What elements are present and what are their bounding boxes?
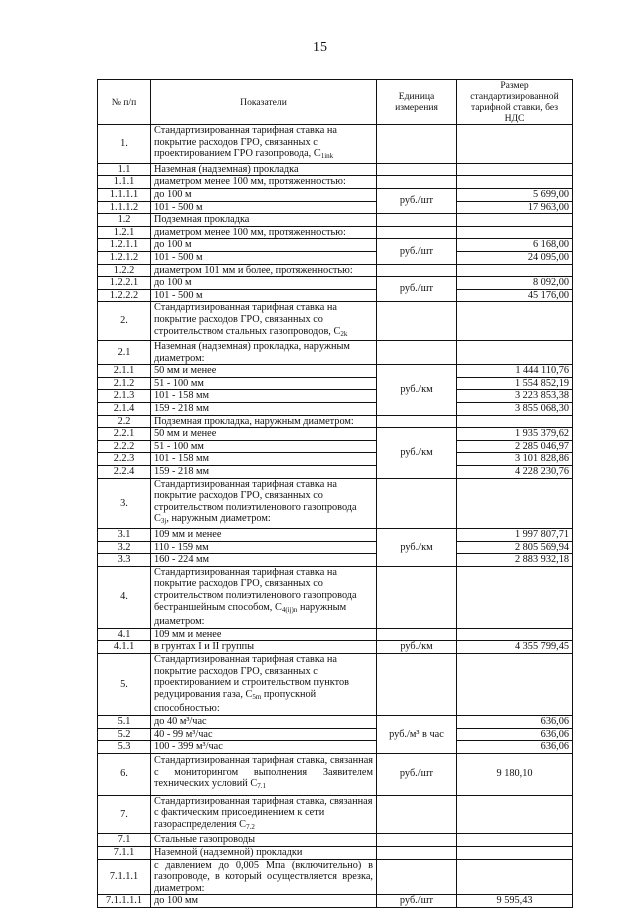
row-text: 110 - 159 мм	[154, 541, 209, 553]
row-value: 45 176,00	[457, 289, 573, 302]
row-indicator	[151, 428, 377, 441]
row-indicator	[151, 163, 377, 176]
row-text: до 100 м	[154, 239, 192, 251]
table-row	[98, 847, 573, 860]
row-value: 4 355 799,45	[457, 641, 573, 654]
row-indicator	[151, 125, 377, 164]
row-number: 1.2.1.2	[98, 251, 151, 264]
row-text: 101 - 500 м	[154, 289, 203, 301]
row-text: Наземной (надземной) прокладки	[154, 847, 303, 859]
row-number: 3.1	[98, 529, 151, 542]
table-row	[98, 341, 573, 365]
table-row	[98, 125, 573, 164]
row-text: в грунтах I и II группы	[154, 641, 255, 653]
row-number: 1.1.1	[98, 176, 151, 189]
table-row	[98, 466, 573, 479]
row-text: Наземная (надземная) прокладка, наружным диаметром:	[154, 341, 350, 364]
table-row	[98, 214, 573, 227]
table-row	[98, 415, 573, 428]
row-number: 1.1	[98, 163, 151, 176]
row-value: 3 223 853,38	[457, 390, 573, 403]
row-unit	[377, 176, 457, 189]
table-row	[98, 529, 573, 542]
table-row	[98, 176, 573, 189]
row-indicator	[151, 728, 377, 741]
table-row	[98, 289, 573, 302]
table-row	[98, 895, 573, 908]
row-number: 1.	[98, 125, 151, 164]
row-text: 40 - 99 м³/час	[154, 728, 213, 740]
formula-subscript: 2k	[340, 329, 348, 338]
row-indicator	[151, 341, 377, 365]
table-row	[98, 201, 573, 214]
row-indicator	[151, 453, 377, 466]
table-row	[98, 834, 573, 847]
row-unit: руб./км	[377, 529, 457, 567]
row-number: 7.1	[98, 834, 151, 847]
row-indicator	[151, 653, 377, 715]
row-indicator	[151, 566, 377, 628]
table-body	[98, 125, 573, 908]
table-row	[98, 641, 573, 654]
row-unit: руб./шт	[377, 188, 457, 213]
row-unit	[377, 302, 457, 341]
row-value	[457, 163, 573, 176]
row-value: 636,06	[457, 728, 573, 741]
table-row	[98, 566, 573, 628]
row-text: до 100 м	[154, 277, 192, 289]
table-row	[98, 277, 573, 290]
row-value	[457, 226, 573, 239]
row-text: Стандартизированная тарифная ставка, связанная с мониторингом выполнения Заявителем технических условий C	[154, 755, 373, 790]
table-row	[98, 728, 573, 741]
row-unit: руб./км	[377, 428, 457, 478]
formula-subscript: 3j	[160, 517, 167, 526]
row-indicator	[151, 554, 377, 567]
table-row	[98, 377, 573, 390]
row-number: 5.	[98, 653, 151, 715]
row-number: 2.2.4	[98, 466, 151, 479]
row-indicator	[151, 415, 377, 428]
row-number: 3.	[98, 478, 151, 528]
row-text: Стандартизированная тарифная ставка, связанная с фактическим присоединением к сети газораспределения C	[154, 795, 373, 830]
row-value: 9 180,10	[457, 753, 573, 795]
row-text: Подземная прокладка	[154, 214, 250, 226]
row-unit	[377, 214, 457, 227]
row-text: Подземная прокладка, наружным диаметром:	[154, 415, 354, 427]
row-value: 17 963,00	[457, 201, 573, 214]
row-text: Стандартизированная тарифная ставка на покрытие расходов ГРО, связанных со строительством полиэтиленового газопровода бестраншейным способом, C	[154, 566, 357, 613]
row-unit: руб./км	[377, 641, 457, 654]
row-unit: руб./шт	[377, 239, 457, 264]
row-number: 2.2.2	[98, 440, 151, 453]
row-number: 5.1	[98, 715, 151, 728]
formula-subscript: 7.2	[246, 822, 255, 831]
row-value: 6 168,00	[457, 239, 573, 252]
row-text: Стандартизированная тарифная ставка на покрытие расходов ГРО, связанных с проектированием и строительством пунктов редуцирования газа, C	[154, 653, 349, 700]
row-number: 1.2.2.1	[98, 277, 151, 290]
row-text: 51 - 100 мм	[154, 377, 204, 389]
row-indicator	[151, 289, 377, 302]
row-indicator	[151, 795, 377, 834]
row-value	[457, 847, 573, 860]
row-text-tail: наружным диаметром:	[154, 601, 347, 628]
row-value: 9 595,43	[457, 895, 573, 908]
row-number: 2.2.3	[98, 453, 151, 466]
row-text: 50 мм и менее	[154, 428, 217, 440]
table-row	[98, 239, 573, 252]
row-indicator	[151, 753, 377, 795]
table-row	[98, 541, 573, 554]
formula-subscript: 4(ij)n	[281, 605, 298, 614]
row-number: 1.1.1.1	[98, 188, 151, 201]
table-row	[98, 264, 573, 277]
row-text: 159 - 218 мм	[154, 403, 210, 415]
row-value: 2 883 932,18	[457, 554, 573, 567]
row-value	[457, 125, 573, 164]
header-num: № п/п	[98, 80, 151, 125]
row-number: 1.2.1.1	[98, 239, 151, 252]
row-number: 2.1.2	[98, 377, 151, 390]
row-number: 7.1.1.1.1	[98, 895, 151, 908]
row-text: до 100 м	[154, 188, 192, 200]
row-number: 4.	[98, 566, 151, 628]
row-unit: руб./м³ в час	[377, 715, 457, 753]
row-value	[457, 415, 573, 428]
row-indicator	[151, 264, 377, 277]
row-number: 3.3	[98, 554, 151, 567]
header-indicators: Показатели	[151, 80, 377, 125]
row-number: 1.2.2.2	[98, 289, 151, 302]
row-indicator	[151, 641, 377, 654]
row-number: 4.1.1	[98, 641, 151, 654]
row-text: Стальные газопроводы	[154, 834, 255, 846]
row-text: до 40 м³/час	[154, 715, 207, 727]
row-value: 636,06	[457, 715, 573, 728]
table-row	[98, 163, 573, 176]
row-text: диаметром 101 мм и более, протяженностью:	[154, 264, 353, 276]
row-indicator	[151, 176, 377, 189]
table-row	[98, 453, 573, 466]
row-value: 636,06	[457, 741, 573, 754]
row-text: 101 - 158 мм	[154, 390, 210, 402]
table-row	[98, 403, 573, 416]
table-row	[98, 302, 573, 341]
row-text: Стандартизированная тарифная ставка на покрытие расходов ГРО, связанных со строительством полиэтиленового газопровода C	[154, 478, 357, 525]
table-row	[98, 753, 573, 795]
row-unit	[377, 847, 457, 860]
formula-subscript: 5m	[252, 692, 262, 701]
row-text: 101 - 158 мм	[154, 453, 210, 465]
row-indicator	[151, 214, 377, 227]
row-unit	[377, 264, 457, 277]
row-unit	[377, 341, 457, 365]
row-unit: руб./км	[377, 365, 457, 415]
row-text: диаметром менее 100 мм, протяженностью:	[154, 176, 346, 188]
row-number: 3.2	[98, 541, 151, 554]
row-number: 1.1.1.2	[98, 201, 151, 214]
row-unit	[377, 859, 457, 895]
table-row	[98, 478, 573, 528]
row-value: 1 444 110,76	[457, 365, 573, 378]
row-value: 5 699,00	[457, 188, 573, 201]
table-row	[98, 741, 573, 754]
table-row	[98, 390, 573, 403]
row-number: 2.1.4	[98, 403, 151, 416]
table-row	[98, 653, 573, 715]
formula-subscript: 1ink	[320, 152, 334, 161]
table-row	[98, 440, 573, 453]
row-number: 1.2.1	[98, 226, 151, 239]
table-row	[98, 428, 573, 441]
row-unit	[377, 226, 457, 239]
row-indicator	[151, 466, 377, 479]
row-unit	[377, 415, 457, 428]
row-text: Стандартизированная тарифная ставка на покрытие расходов ГРО, связанных со строительством стальных газопроводов, C	[154, 302, 341, 337]
row-text: с давлением до 0,005 Мпа (включительно) в газопроводе, в который осуществляется врезка, диаметром:	[154, 859, 373, 894]
row-value	[457, 214, 573, 227]
row-value: 24 095,00	[457, 251, 573, 264]
row-value	[457, 859, 573, 895]
row-value: 1 997 807,71	[457, 529, 573, 542]
row-indicator	[151, 478, 377, 528]
row-value: 1 935 379,62	[457, 428, 573, 441]
page-number: 15	[313, 40, 327, 55]
row-value	[457, 341, 573, 365]
row-unit: руб./шт	[377, 895, 457, 908]
table-row	[98, 859, 573, 895]
row-text: диаметром менее 100 мм, протяженностью:	[154, 226, 346, 238]
row-number: 4.1	[98, 628, 151, 641]
row-text: 101 - 500 м	[154, 201, 203, 213]
row-number: 1.2.2	[98, 264, 151, 277]
row-unit	[377, 834, 457, 847]
row-indicator	[151, 277, 377, 290]
row-text: 109 мм и менее	[154, 628, 222, 640]
row-value: 4 228 230,76	[457, 466, 573, 479]
row-indicator	[151, 715, 377, 728]
row-number: 6.	[98, 753, 151, 795]
table-row	[98, 365, 573, 378]
row-unit	[377, 653, 457, 715]
row-indicator	[151, 377, 377, 390]
row-number: 5.2	[98, 728, 151, 741]
row-indicator	[151, 201, 377, 214]
row-value: 2 805 569,94	[457, 541, 573, 554]
row-text-tail: , наружным диаметром:	[166, 513, 271, 525]
row-indicator	[151, 859, 377, 895]
row-number: 7.	[98, 795, 151, 834]
row-value	[457, 264, 573, 277]
row-number: 2.1.3	[98, 390, 151, 403]
row-number: 2.	[98, 302, 151, 341]
row-value	[457, 302, 573, 341]
row-number: 7.1.1.1	[98, 859, 151, 895]
row-number: 1.2	[98, 214, 151, 227]
row-number: 2.1.1	[98, 365, 151, 378]
row-value	[457, 566, 573, 628]
table-row	[98, 226, 573, 239]
table-row	[98, 251, 573, 264]
row-text: 51 - 100 мм	[154, 440, 204, 452]
row-number: 2.1	[98, 341, 151, 365]
row-text: до 100 мм	[154, 895, 199, 907]
row-value	[457, 628, 573, 641]
table-row	[98, 188, 573, 201]
tariff-table	[97, 79, 573, 908]
row-value: 2 285 046,97	[457, 440, 573, 453]
row-unit: руб./шт	[377, 753, 457, 795]
row-text: Стандартизированная тарифная ставка на покрытие расходов ГРО, связанных с проектированием ГРО газопровода, C	[154, 125, 337, 160]
row-unit	[377, 566, 457, 628]
row-text: 101 - 500 м	[154, 251, 203, 263]
row-indicator	[151, 365, 377, 378]
row-text: 160 - 224 мм	[154, 554, 210, 566]
row-value	[457, 834, 573, 847]
row-indicator	[151, 541, 377, 554]
row-unit	[377, 795, 457, 834]
row-indicator	[151, 440, 377, 453]
row-indicator	[151, 390, 377, 403]
row-text: 50 мм и менее	[154, 365, 217, 377]
table-row	[98, 715, 573, 728]
row-indicator	[151, 302, 377, 341]
row-indicator	[151, 628, 377, 641]
row-value: 3 855 068,30	[457, 403, 573, 416]
row-unit: руб./шт	[377, 277, 457, 302]
row-unit	[377, 628, 457, 641]
row-number: 2.2.1	[98, 428, 151, 441]
row-indicator	[151, 403, 377, 416]
row-value	[457, 795, 573, 834]
table-row	[98, 795, 573, 834]
row-indicator	[151, 239, 377, 252]
row-unit	[377, 125, 457, 164]
row-value	[457, 653, 573, 715]
row-value: 8 092,00	[457, 277, 573, 290]
row-text: 159 - 218 мм	[154, 466, 210, 478]
header-rate: Размер стандартизированной тарифной ставки, без НДС	[457, 80, 573, 125]
row-value: 1 554 852,19	[457, 377, 573, 390]
row-text: 109 мм и менее	[154, 529, 222, 540]
row-text: 100 - 399 м³/час	[154, 741, 223, 753]
header-unit: Единица измерения	[377, 80, 457, 125]
row-unit	[377, 478, 457, 528]
row-number: 2.2	[98, 415, 151, 428]
row-indicator	[151, 834, 377, 847]
row-indicator	[151, 188, 377, 201]
table-row	[98, 628, 573, 641]
table-row	[98, 554, 573, 567]
row-value	[457, 478, 573, 528]
row-indicator	[151, 741, 377, 754]
row-unit	[377, 163, 457, 176]
row-indicator	[151, 847, 377, 860]
table-header-row	[98, 80, 573, 125]
row-number: 7.1.1	[98, 847, 151, 860]
row-indicator	[151, 226, 377, 239]
row-indicator	[151, 251, 377, 264]
formula-subscript: 7.1	[257, 782, 266, 791]
row-value: 3 101 828,86	[457, 453, 573, 466]
row-number: 5.3	[98, 741, 151, 754]
row-value	[457, 176, 573, 189]
row-text: Наземная (надземная) прокладка	[154, 163, 299, 175]
row-indicator	[151, 895, 377, 908]
row-indicator	[151, 529, 377, 542]
row-text-tail: пропускной способностью:	[154, 688, 317, 715]
